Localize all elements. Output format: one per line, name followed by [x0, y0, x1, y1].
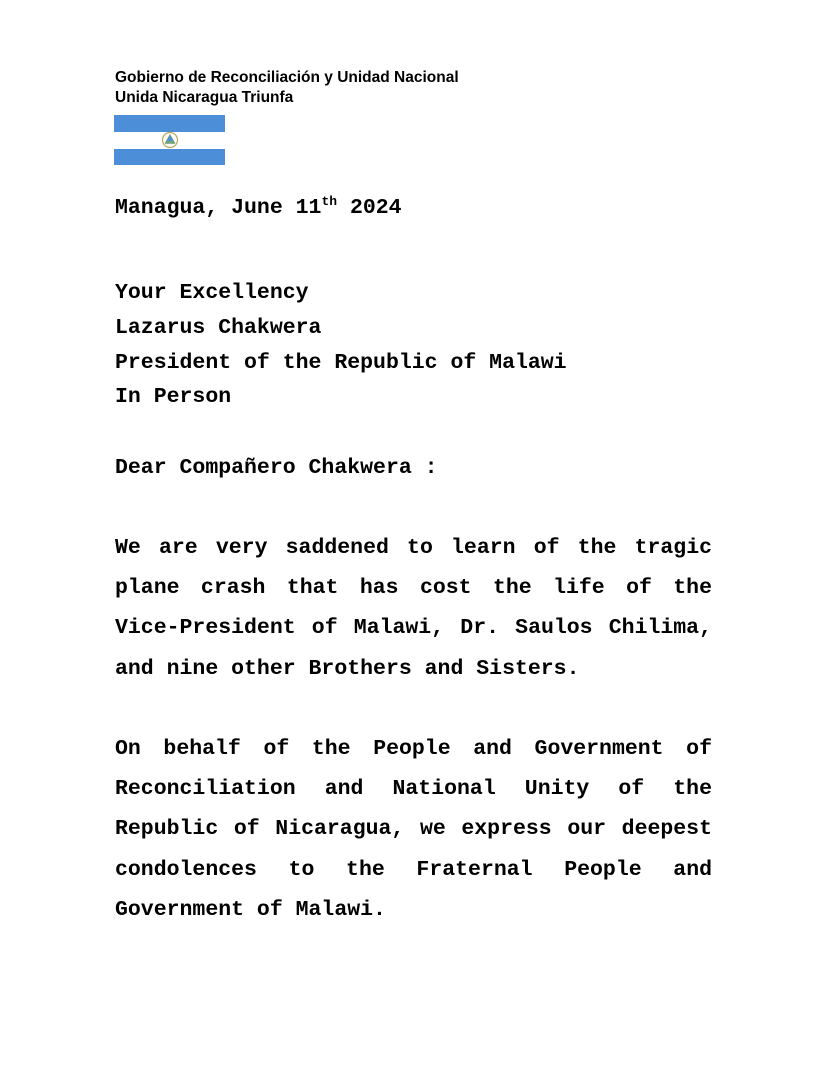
- letterhead: [115, 68, 459, 108]
- date-prefix: Managua, June 11: [115, 196, 322, 220]
- letter-date: [115, 196, 712, 220]
- salutation: Dear Compañero Chakwera :: [115, 456, 438, 480]
- date-ordinal-suffix: th: [321, 194, 338, 209]
- recipient-block: [115, 276, 712, 415]
- recipient-title: President of the Republic of Malawi: [115, 350, 567, 375]
- recipient-name: Lazarus Chakwera: [115, 315, 322, 340]
- paragraph-condolence-news: We are very saddened to learn of the tragic plane crash that has cost the life of the Vice-President of Malawi, Dr. Saulos Chilima, and nine other Brothers and Sisters.: [115, 536, 712, 681]
- nicaragua-flag: [114, 115, 225, 165]
- letterhead-slogan: Unida Nicaragua Triunfa: [115, 89, 294, 106]
- flag-bottom-band: [114, 149, 225, 166]
- date-year: 2024: [337, 196, 402, 220]
- paragraph-condolence-message: On behalf of the People and Government of Reconciliation and National Unity of the Republic of Nicaragua, we express our deepest condolences to the Fraternal People and Government of Malawi.: [115, 737, 712, 922]
- letterhead-government-name: Gobierno de Reconciliación y Unidad Nacional: [115, 69, 459, 86]
- recipient-delivery: In Person: [115, 385, 232, 410]
- flag-top-band: [114, 115, 225, 132]
- recipient-honorific: Your Excellency: [115, 281, 309, 305]
- coat-of-arms-icon: [161, 131, 179, 149]
